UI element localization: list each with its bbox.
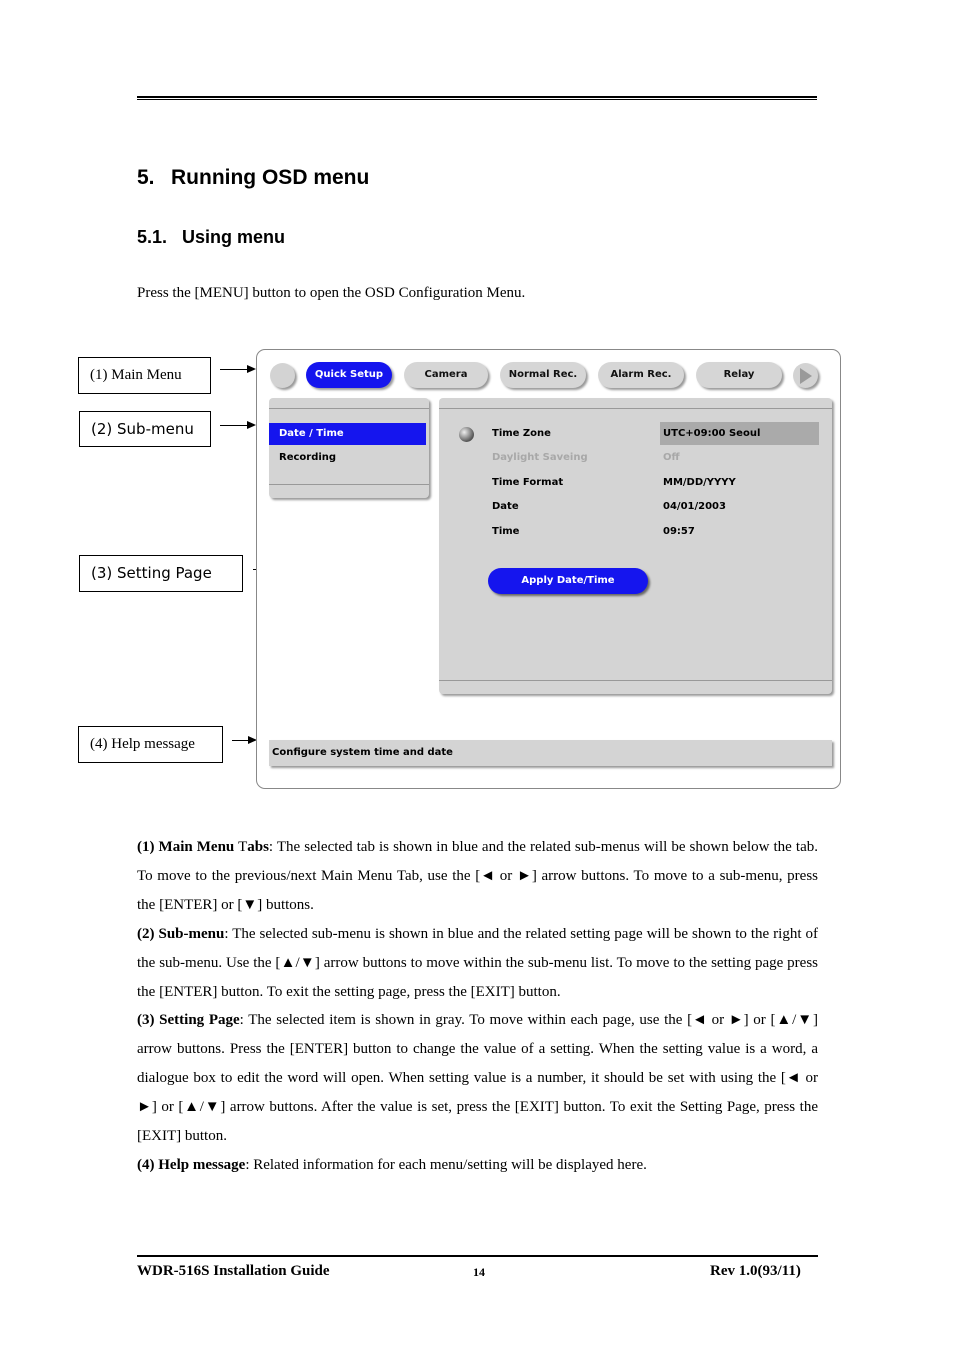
desc-help-message	[137, 1151, 818, 1180]
prev-tab-button[interactable]	[270, 363, 295, 388]
osd-screen	[256, 349, 841, 789]
desc-sub-menu-term: (2) Sub-menu	[137, 926, 225, 942]
callout-sub-menu-arrow	[220, 425, 247, 426]
desc-sub-menu-text: : The selected sub-menu is shown in blue and the related setting page will be shown to the right of the sub-menu. Use the [▲/▼] arrow buttons to move within the sub-menu list. To move to the setting page press the [ENTER] button. To exit the setting page, press the [EXIT] button.	[137, 926, 818, 1000]
callout-sub-menu: (2) Sub-menu	[79, 411, 211, 447]
callout-main-menu-arrow	[220, 369, 247, 370]
play-arrow-icon	[800, 368, 812, 384]
callout-main-menu: (1) Main Menu	[78, 357, 211, 394]
setting-value-time-format[interactable]: MM/DD/YYYY	[663, 477, 736, 488]
tab-camera[interactable]: Camera	[404, 362, 488, 388]
section-heading	[137, 166, 369, 190]
help-message-bar: Configure system time and date	[269, 740, 832, 766]
setting-label-time: Time	[492, 526, 520, 537]
tab-alarm-rec[interactable]: Alarm Rec.	[598, 362, 684, 388]
desc-main-menu-term: (1) Main Menu	[137, 839, 235, 855]
desc-main-menu-term-abs: abs	[247, 839, 269, 855]
setting-label-time-zone: Time Zone	[492, 428, 551, 439]
tab-normal-rec[interactable]: Normal Rec.	[500, 362, 586, 388]
callout-setting-page: (3) Setting Page	[79, 555, 243, 592]
desc-help-message-text: : Related information for each menu/setting will be displayed here.	[245, 1157, 647, 1173]
header-rule	[137, 96, 817, 98]
desc-main-menu-text: : The selected tab is shown in blue and the related sub-menus will be shown below the tab. To move to the previous/next Main Menu Tab, use the [◄ or ►] arrow buttons. To move to a sub-menu, press the [ENTER] or [▼] buttons.	[137, 839, 818, 913]
callout-help-message-arrow	[232, 740, 248, 741]
setting-label-date: Date	[492, 501, 519, 512]
desc-setting-page	[137, 1006, 818, 1151]
arrowhead-icon	[247, 421, 256, 429]
desc-help-message-term: (4) Help message	[137, 1157, 246, 1173]
next-tab-button[interactable]	[793, 363, 818, 388]
desc-main-menu	[137, 833, 818, 920]
desc-setting-page-term: (3) Setting Page	[137, 1012, 240, 1028]
setting-page-panel	[439, 398, 832, 694]
section-number: 5.	[137, 166, 155, 189]
callout-help-message: (4) Help message	[78, 726, 223, 763]
setting-label-daylight-saving: Daylight Saveing	[492, 452, 588, 463]
sub-menu-item-date-time[interactable]: Date / Time	[269, 423, 426, 445]
desc-setting-page-text: : The selected item is shown in gray. To move within each page, use the [◄ or ►] or [▲/▼] arrow buttons. Press the [ENTER] button to change the value of a setting. When the setting value is a word, a dialogue box to edit the word will open. When setting value is a number, it should be set with using the [◄ or ►] or [▲/▼] arrow buttons. After the value is set, press the [EXIT] button. To exit the Setting Page, press the [EXIT] button.	[137, 1012, 819, 1144]
divider	[269, 484, 429, 485]
subsection-number: 5.1.	[137, 227, 168, 247]
setting-value-daylight-saving: Off	[663, 452, 680, 463]
setting-value-date[interactable]: 04/01/2003	[663, 501, 726, 512]
desc-main-menu-term-t: T	[234, 839, 248, 855]
footer-rule	[137, 1255, 818, 1257]
apply-date-time-button[interactable]: Apply Date/Time	[488, 568, 648, 594]
footer-doc-title: WDR-516S Installation Guide	[137, 1263, 330, 1279]
tab-quick-setup[interactable]: Quick Setup	[306, 362, 392, 388]
divider	[269, 408, 429, 409]
header-rule-thin	[137, 99, 817, 100]
divider	[439, 408, 832, 409]
footer-page-number: 14	[473, 1265, 485, 1279]
arrowhead-icon	[247, 365, 256, 373]
sub-menu-item-recording[interactable]: Recording	[279, 452, 337, 463]
section-title: Running OSD menu	[171, 166, 370, 189]
selection-bullet-icon	[459, 427, 474, 442]
tab-relay[interactable]: Relay	[696, 362, 782, 388]
setting-value-time[interactable]: 09:57	[663, 526, 695, 537]
setting-label-time-format: Time Format	[492, 477, 564, 488]
subsection-heading	[137, 227, 285, 248]
sub-menu-panel	[269, 398, 429, 498]
divider	[439, 680, 832, 681]
footer-revision: Rev 1.0(93/11)	[710, 1263, 801, 1279]
desc-sub-menu	[137, 920, 818, 1007]
setting-value-time-zone[interactable]: UTC+09:00 Seoul	[663, 428, 761, 439]
intro-text: Press the [MENU] button to open the OSD Configuration Menu.	[137, 285, 526, 301]
subsection-title: Using menu	[182, 227, 286, 247]
